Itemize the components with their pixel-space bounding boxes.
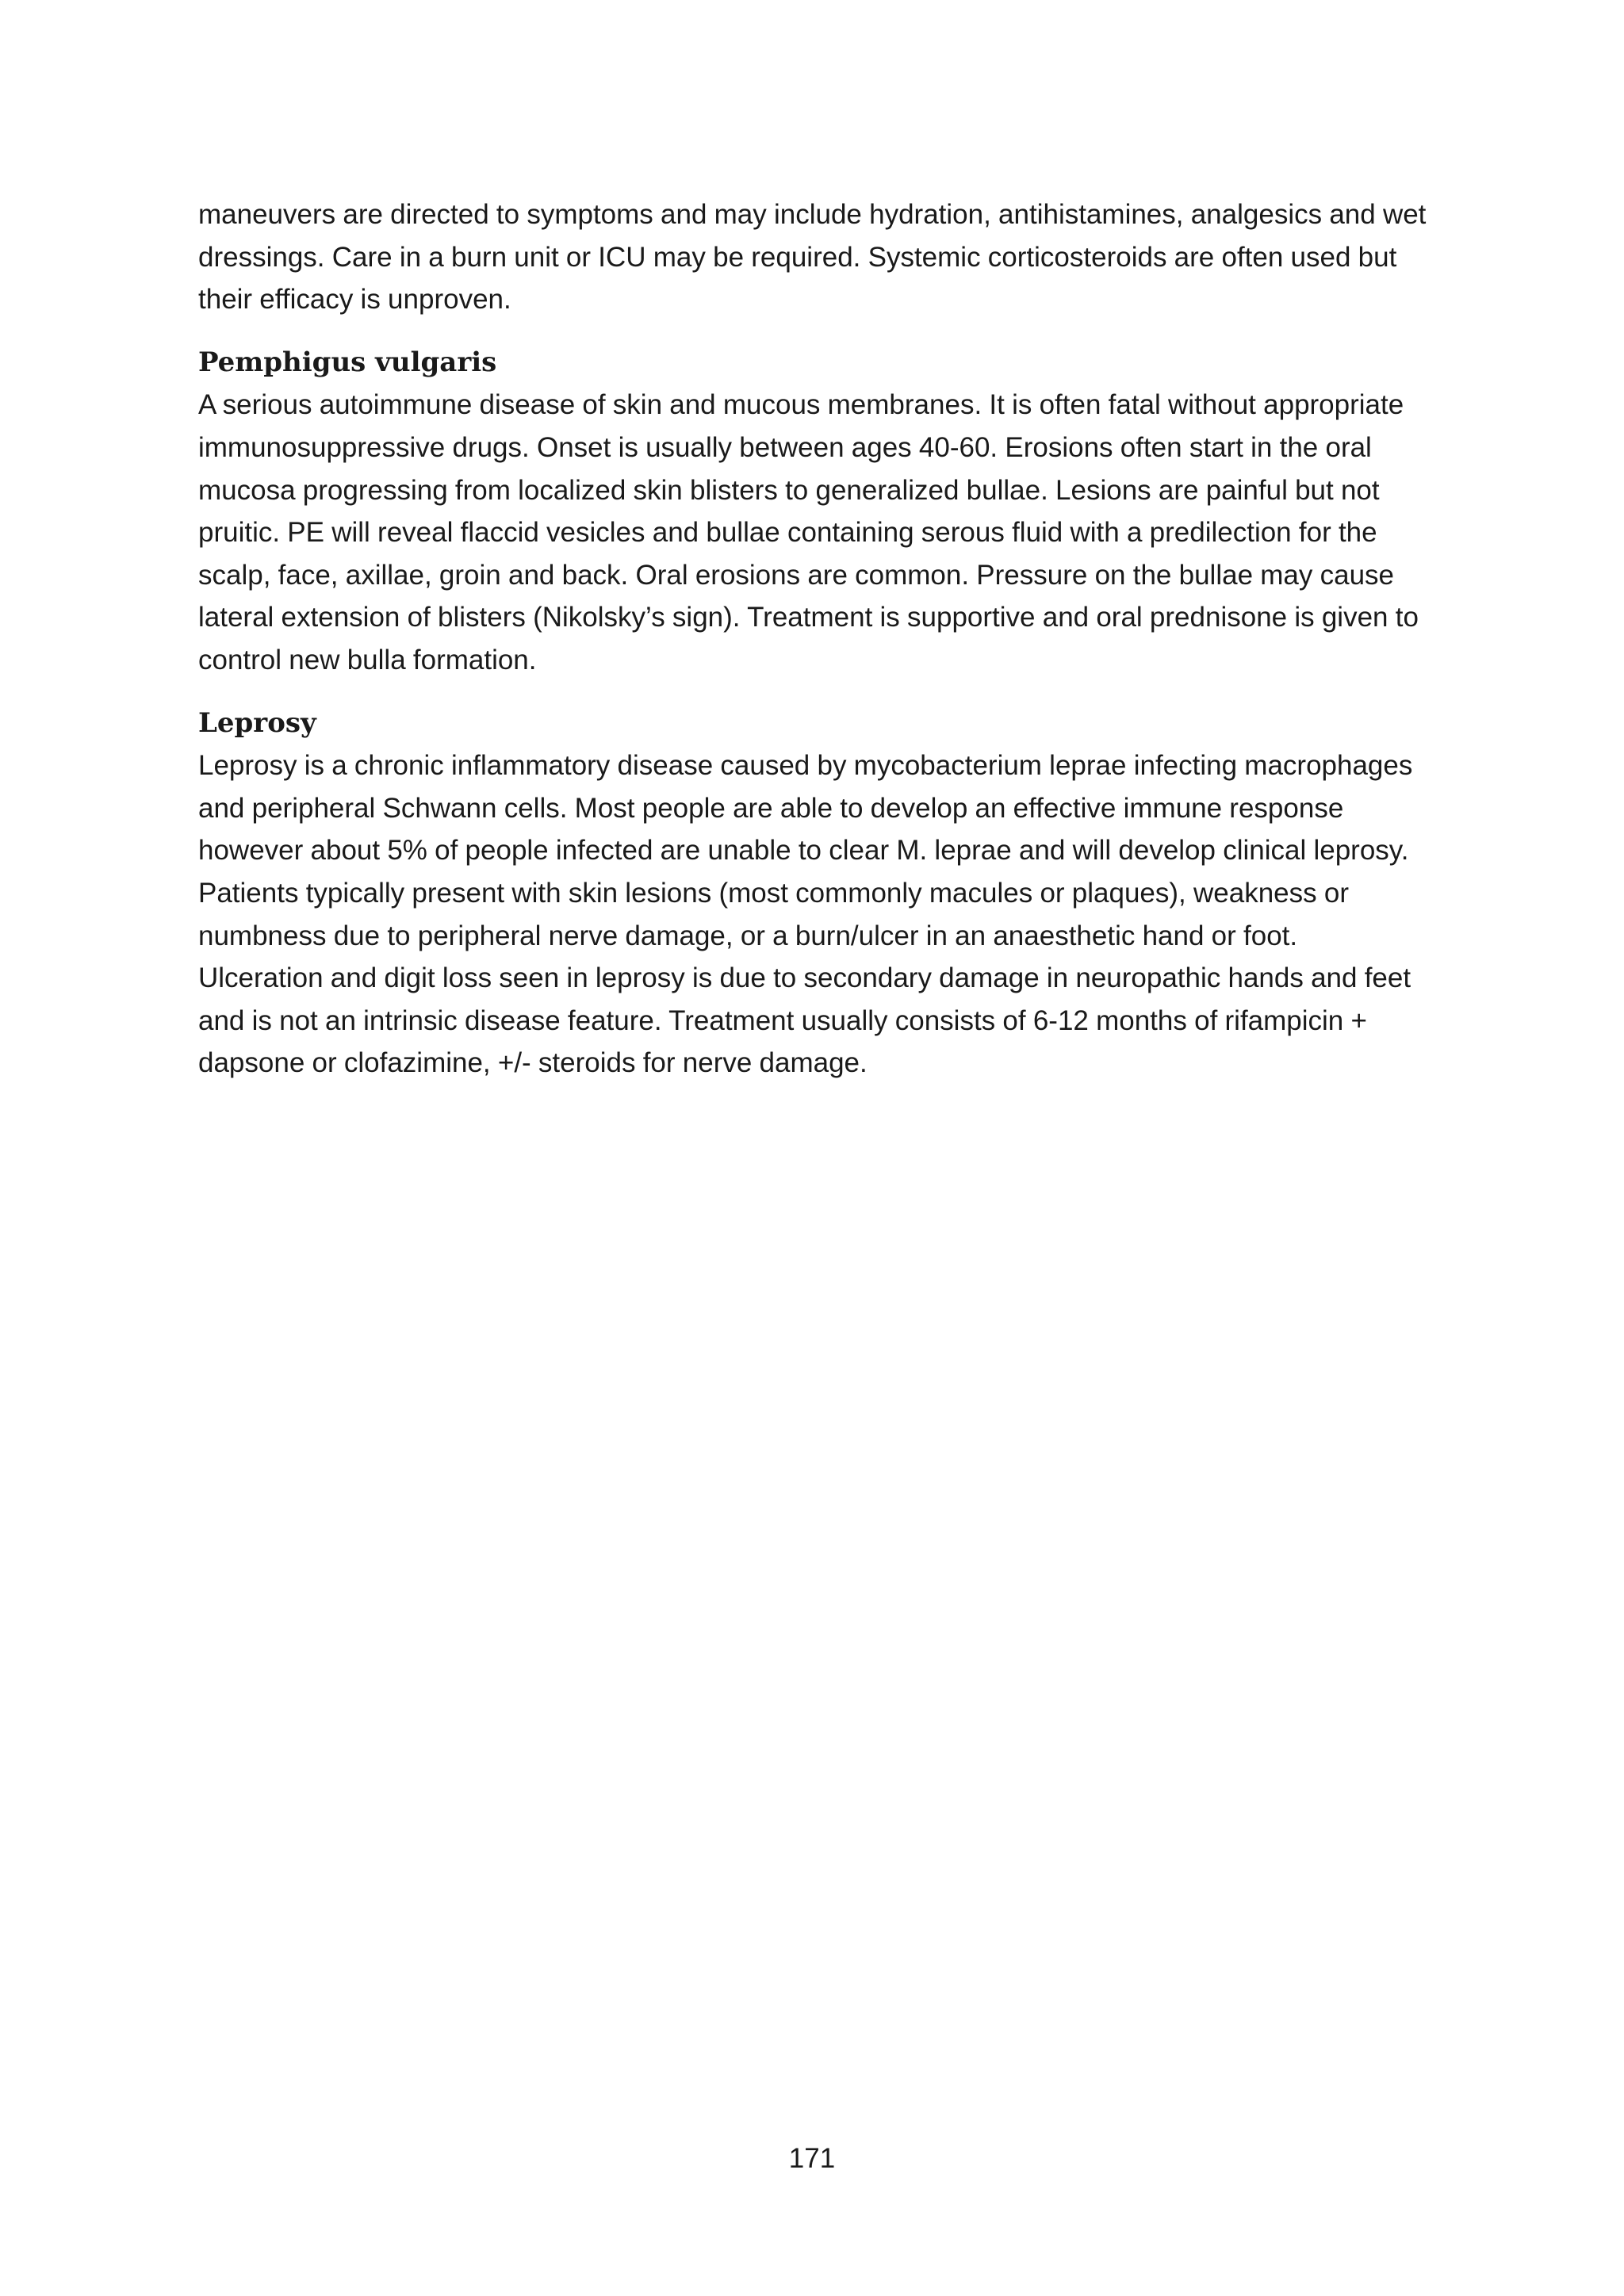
section-pemphigus-vulgaris — [198, 342, 1435, 682]
intro-paragraph: maneuvers are directed to symptoms and may include hydration, antihistamines, analgesics and wet dressings. Care in a burn unit or ICU may be required. Systemic corticosteroids are often used but their efficacy is unproven. — [198, 199, 1427, 316]
section-heading: Leprosy — [198, 706, 316, 739]
section-heading: Pemphigus vulgaris — [198, 346, 497, 378]
page-number: 171 — [788, 2143, 836, 2174]
page-content — [198, 193, 1435, 1085]
section-body: A serious autoimmune disease of skin and mucous membranes. It is often fatal without appropriate immunosuppressive drugs. Onset is usually between ages 40-60. Erosions often start in the oral mucosa progressing from localized skin blisters to generalized bullae. Lesions are painful but not pruitic. PE will reveal flaccid vesicles and bullae containing serous fluid with a predilection for the scalp, face, axillae, groin and back. Oral erosions are common. Pressure on the bullae may cause lateral extension of blisters (Nikolsky’s sign). Treatment is supportive and oral prednisone is given to control new bulla formation. — [198, 389, 1419, 675]
section-leprosy — [198, 702, 1435, 1085]
section-body: Leprosy is a chronic inflammatory disease caused by mycobacterium leprae infecting macrophages and peripheral Schwann cells. Most people are able to develop an effective immune response however about 5% of people infected are unable to clear M. leprae and will develop clinical leprosy. Patients typically present with skin lesions (most commonly macules or plaques), weakness or numbness due to peripheral nerve damage, or a burn/ulcer in an anaesthetic hand or foot. Ulceration and digit loss seen in leprosy is due to secondary damage in neuropathic hands and feet and is not an intrinsic disease feature. Treatment usually consists of 6-12 months of rifampicin + dapsone or clofazimine, +/- steroids for nerve damage. — [198, 750, 1413, 1079]
